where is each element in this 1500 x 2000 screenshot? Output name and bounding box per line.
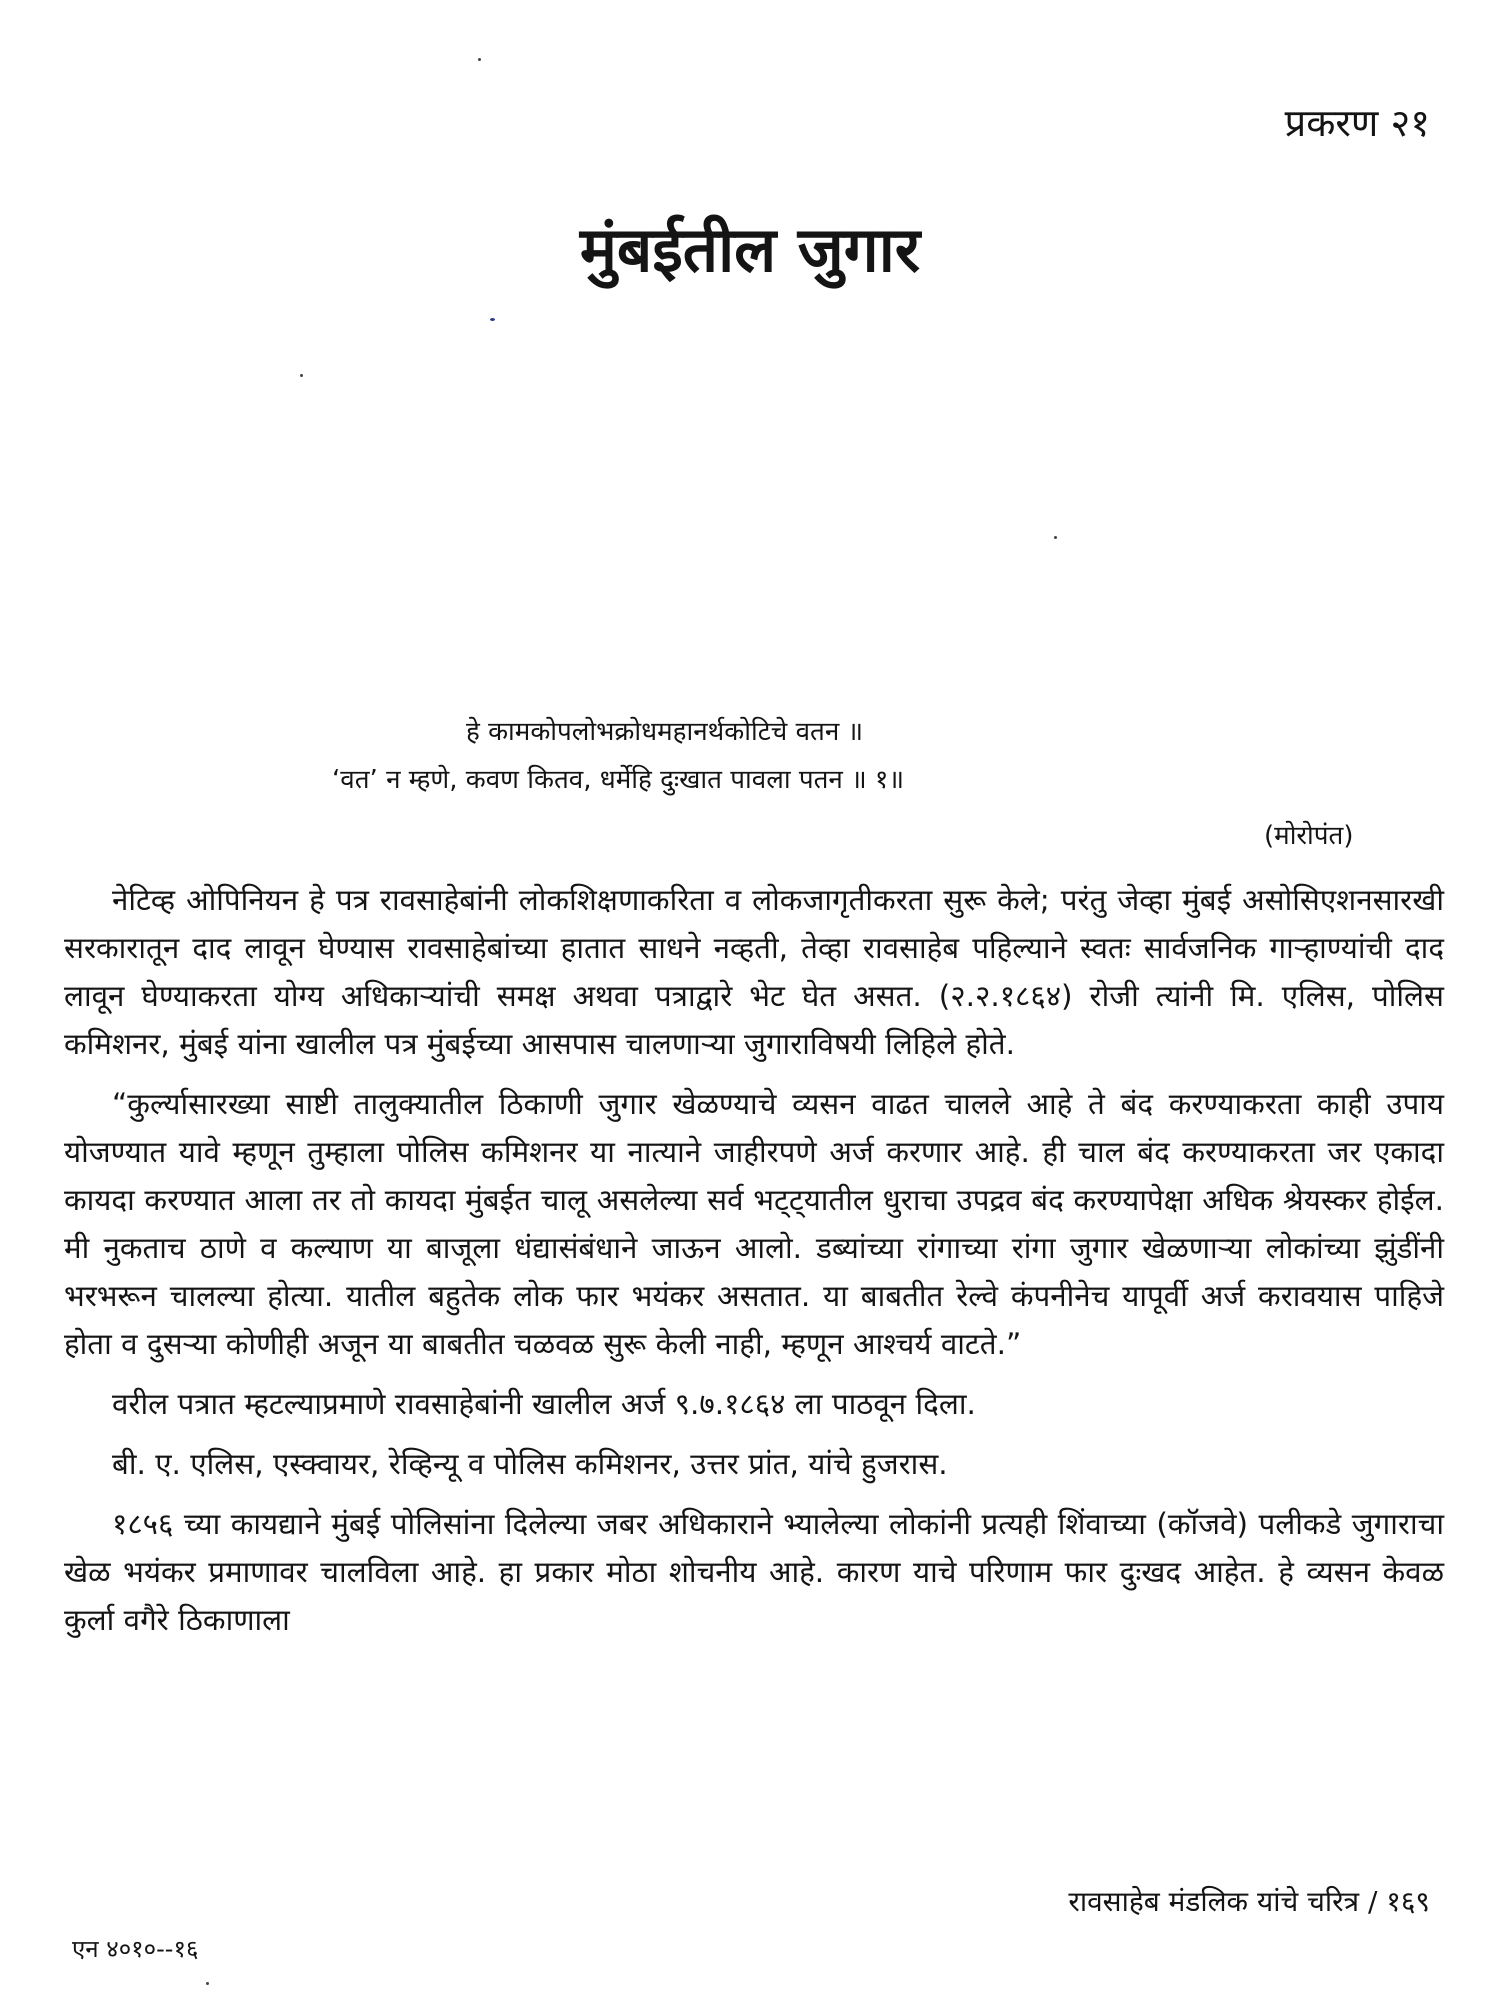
print-code: एन ४०१०--१६ bbox=[72, 1935, 199, 1963]
paragraph: नेटिव्ह ओपिनियन हे पत्र रावसाहेबांनी लोकशिक्षणाकरिता व लोकजागृतीकरता सुरू केले; परंतु जेव्हा मुंबई असोसिएशनसारखी सरकारातून दाद लावून घेण्यास रावसाहेबांच्या हातात साधने नव्हती, तेव्हा रावसाहेब पहिल्याने स्वतः सार्वजनिक गाऱ्हाण्यांची दाद लावून घेण्याकरता योग्य अधिकाऱ्यांची समक्ष अथवा पत्राद्वारे भेट घेत असत. (२.२.१८६४) रोजी त्यांनी मि. एलिस, पोलिस कमिशनर, मुंबई यांना खालील पत्र मुंबईच्या आसपास चालणाऱ्या जुगाराविषयी लिहिले होते. bbox=[64, 883, 1444, 1061]
chapter-label: प्रकरण २१ bbox=[1284, 101, 1430, 145]
paragraph: १८५६ च्या कायद्याने मुंबई पोलिसांना दिलेल्या जबर अधिकाराने भ्यालेल्या लोकांनी प्रत्यही शिंवाच्या (कॉजवे) पलीकडे जुगाराचा खेळ भयंकर प्रमाणावर चालविला आहे. हा प्रकार मोठा शोचनीय आहे. कारण याचे परिणाम फार दुःखद आहेत. हे व्यसन केवळ कुर्ला वगैरे ठिकाणाला bbox=[64, 1507, 1444, 1637]
epigraph-attribution: (मोरोपंत) bbox=[1264, 821, 1354, 851]
scan-speck bbox=[300, 374, 303, 377]
paragraph: “कुर्ल्यासारख्या साष्टी तालुक्यातील ठिकाणी जुगार खेळण्याचे व्यसन वाढत चालले आहे ते बंद करण्याकरता काही उपाय योजण्यात यावे म्हणून तुम्हाला पोलिस कमिशनर या नात्याने जाहीरपणे अर्ज करणार आहे. ही चाल बंद करण्याकरता जर एकादा कायदा करण्यात आला तर तो कायदा मुंबईत चालू असलेल्या सर्व भट्ट्यातील धुराचा उपद्रव बंद करण्यापेक्षा अधिक श्रेयस्कर होईल. मी नुकताच ठाणे व कल्याण या बाजूला धंद्यासंबंधाने जाऊन आलो. डब्यांच्या रांगाच्या रांगा जुगार खेळणाऱ्या लोकांच्या झुंडींनी भरभरून चालल्या होत्या. यातील बहुतेक लोक फार भयंकर असतात. या बाबतीत रेल्वे कंपनीनेच यापूर्वी अर्ज करावयास पाहिजे होता व दुसऱ्या कोणीही अजून या बाबतीत चळवळ सुरू केली नाही, म्हणून आश्चर्य वाटते.” bbox=[64, 1087, 1444, 1361]
paragraph: बी. ए. एलिस, एस्क्वायर, रेव्हिन्यू व पोलिस कमिशनर, उत्तर प्रांत, यांचे हुजरास. bbox=[112, 1447, 948, 1481]
paragraph: वरील पत्रात म्हटल्याप्रमाणे रावसाहेबांनी खालील अर्ज ९.७.१८६४ ला पाठवून दिला. bbox=[112, 1387, 976, 1421]
scan-speck bbox=[1054, 536, 1057, 539]
page-title: मुंबईतील जुगार bbox=[579, 213, 921, 286]
scan-speck bbox=[478, 58, 481, 61]
scan-speck bbox=[490, 318, 495, 321]
epigraph-line-2: ‘वत’ न म्हणे, कवण कितव, धर्मेहि दुःखात पावला पतन ॥ १॥ bbox=[332, 765, 905, 795]
body-text bbox=[64, 876, 1444, 1656]
scan-speck bbox=[206, 1982, 209, 1985]
epigraph-line-1: हे कामकोपलोभक्रोधमहानर्थकोटिचे वतन ॥ bbox=[466, 717, 864, 747]
running-footer: रावसाहेब मंडलिक यांचे चरित्र / १६९ bbox=[1068, 1885, 1430, 1918]
